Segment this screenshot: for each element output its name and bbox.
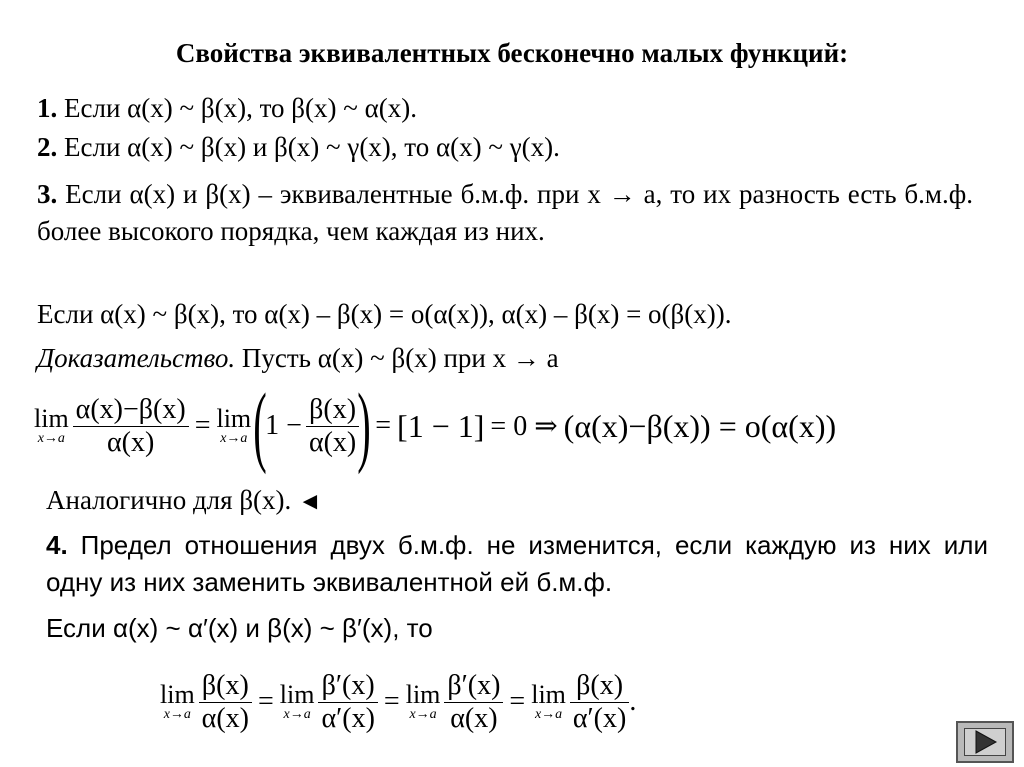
eq2-f3-denominator: α(x) bbox=[450, 702, 498, 734]
eq2-f1-numerator: β(x) bbox=[199, 670, 252, 703]
eq2-lim-sub-1: x→a bbox=[163, 707, 191, 722]
eq2-lim-sub-4: x→a bbox=[534, 707, 563, 722]
eq1-f1-denominator: α(x) bbox=[107, 426, 155, 458]
play-arrow-icon bbox=[970, 729, 1000, 755]
eq2-f4-denominator: α′(x) bbox=[572, 702, 627, 734]
eq2-equals-1: = bbox=[258, 686, 274, 717]
eq2-lim-sub-2: x→a bbox=[283, 707, 311, 722]
eq1-f1-numerator: α(x)−β(x) bbox=[73, 394, 189, 427]
equation-2 bbox=[160, 654, 636, 750]
eq1-fraction-2 bbox=[306, 394, 359, 459]
eq2-limit-4 bbox=[531, 682, 566, 722]
eq2-f3-numerator: β′(x) bbox=[444, 670, 503, 703]
eq2-fraction-4 bbox=[570, 670, 629, 735]
eq1-f2-denominator: α(x) bbox=[308, 426, 357, 458]
eq2-limit-2 bbox=[280, 682, 315, 722]
eq2-f2-denominator: α′(x) bbox=[321, 702, 375, 734]
eq2-equals-2: = bbox=[383, 686, 400, 717]
eq2-limit-3 bbox=[406, 682, 441, 722]
proof-text: Пусть α(x) ~ β(x) при x → a bbox=[235, 343, 559, 373]
eq1-limit-2 bbox=[216, 406, 251, 446]
property-2-text: Если α(x) ~ β(x) и β(x) ~ γ(x), то α(x) ~ γ(x). bbox=[57, 132, 560, 162]
property-4 bbox=[46, 527, 988, 601]
eq1-lim-word-2: lim bbox=[216, 404, 252, 433]
property-4-condition: Если α(x) ~ α′(x) и β(x) ~ β′(x), то bbox=[46, 613, 433, 643]
eq1-result: (α(x)−β(x)) = o(α(x)) bbox=[563, 407, 837, 444]
eq1-equals-2: = bbox=[375, 410, 392, 441]
eq2-f1-denominator: α(x) bbox=[201, 702, 249, 734]
property-1 bbox=[37, 92, 417, 124]
eq2-limit-1 bbox=[160, 682, 195, 722]
property-4-text: Предел отношения двух б.м.ф. не изменится, если каждую из них или одну из них заменить эквивалентной ей б.м.ф. bbox=[46, 530, 988, 597]
eq1-limit bbox=[34, 406, 69, 446]
eq2-lim-sub-3: x→a bbox=[409, 707, 437, 722]
eq1-lim-sub: x→a bbox=[37, 431, 65, 446]
property-3 bbox=[37, 176, 973, 250]
property-3-formula: Если α(x) ~ β(x), то α(x) – β(x) = o(α(x)), α(x) – β(x) = o(β(x)). bbox=[37, 299, 732, 329]
eq1-equals-1: = bbox=[194, 410, 211, 441]
eq2-fraction-3 bbox=[444, 670, 503, 735]
end-of-proof-icon: ◄ bbox=[298, 488, 322, 515]
eq1-right-paren: ) bbox=[357, 376, 372, 475]
eq2-fraction-2 bbox=[318, 670, 377, 735]
eq2-lim-word-2: lim bbox=[279, 680, 315, 709]
page-title: Свойства эквивалентных бесконечно малых функций: bbox=[175, 38, 849, 68]
analog-text: Аналогично для β(x). bbox=[46, 485, 292, 515]
next-slide-button[interactable] bbox=[956, 721, 1014, 763]
property-2-number: 2. bbox=[37, 132, 58, 162]
property-1-text: Если α(x) ~ β(x), то β(x) ~ α(x). bbox=[57, 93, 418, 123]
property-4-number: 4. bbox=[46, 530, 68, 560]
eq1-one-minus: 1 − bbox=[265, 410, 302, 441]
eq2-lim-word-3: lim bbox=[405, 680, 441, 709]
property-2 bbox=[37, 131, 560, 163]
eq2-period: . bbox=[629, 686, 637, 717]
eq1-left-paren: ( bbox=[253, 376, 267, 475]
analog-line bbox=[46, 484, 322, 518]
eq1-bracket: [1 − 1] bbox=[397, 407, 485, 444]
eq2-f2-numerator: β′(x) bbox=[318, 670, 377, 703]
eq1-lim-sub-2: x→a bbox=[220, 431, 248, 446]
proof-line bbox=[37, 342, 559, 374]
property-3-text: Если α(x) и β(x) – эквивалентные б.м.ф. при x → a, то их разность есть б.м.ф. более высокого порядка, чем каждая из них. bbox=[37, 179, 973, 246]
eq2-f4-numerator: β(x) bbox=[570, 670, 629, 703]
eq2-lim-word-4: lim bbox=[531, 680, 566, 709]
equation-1 bbox=[34, 378, 836, 474]
eq2-fraction-1 bbox=[199, 670, 252, 735]
eq2-equals-3: = bbox=[509, 686, 526, 717]
eq1-f2-numerator: β(x) bbox=[306, 394, 359, 427]
eq1-zero-implies: = 0 ⇒ bbox=[490, 411, 558, 442]
proof-label: Доказательство. bbox=[37, 343, 236, 373]
property-3-number: 3. bbox=[37, 179, 58, 209]
eq2-lim-word-1: lim bbox=[160, 680, 195, 709]
eq1-lim-word: lim bbox=[34, 404, 69, 433]
eq1-fraction-1 bbox=[73, 394, 189, 459]
property-1-number: 1. bbox=[37, 93, 58, 123]
